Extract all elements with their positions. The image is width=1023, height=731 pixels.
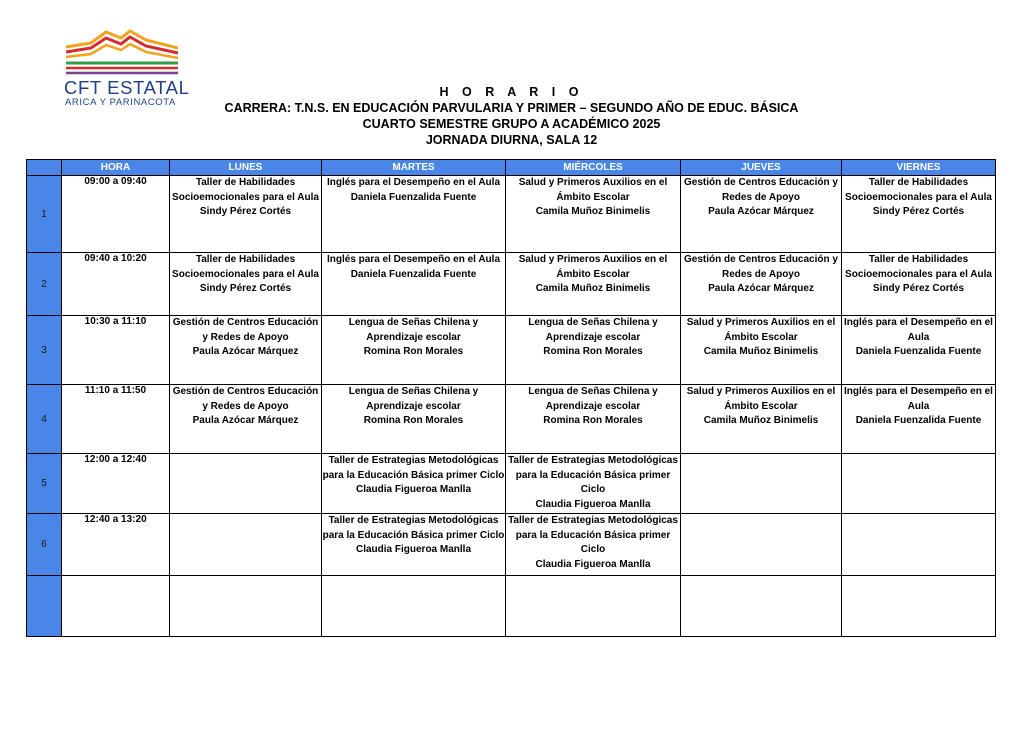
course-name: Lengua de Señas Chilena y Aprendizaje escolar: [348, 317, 479, 343]
cell-tuesday: [322, 316, 506, 385]
cell-friday: [842, 253, 996, 316]
teacher-name: Camila Muñoz Binimelis: [703, 415, 819, 427]
cell-monday: [170, 176, 322, 253]
cell-thursday: [681, 454, 842, 514]
course-name: Salud y Primeros Auxilios en el Ámbito Escolar: [686, 386, 836, 412]
logo-subtitle: ARICA Y PARINACOTA: [65, 97, 176, 108]
course-name: Taller de Habilidades Socioemocionales para el Aula: [845, 254, 992, 280]
cell-wednesday: [506, 514, 681, 576]
course-name: Inglés para el Desempeño en el Aula: [844, 386, 993, 412]
cell-thursday: [681, 576, 842, 637]
course-name: Taller de Estrategias Metodológicas para la Educación Básica primer Ciclo: [508, 455, 678, 496]
cell-friday: [842, 176, 996, 253]
table-row: [27, 454, 996, 514]
cell-tuesday: [322, 176, 506, 253]
header-hora: HORA: [62, 160, 170, 176]
teacher-name: Daniela Fuenzalida Fuente: [350, 268, 477, 280]
cell-wednesday: [506, 316, 681, 385]
teacher-name: Paula Azócar Márquez: [708, 206, 814, 218]
teacher-name: Claudia Figueroa Manlla: [355, 544, 472, 556]
time-slot: 12:40 a 13:20: [62, 514, 170, 576]
teacher-name: Sindy Pérez Cortés: [199, 283, 292, 295]
cell-thursday: [681, 316, 842, 385]
cell-monday: [170, 514, 322, 576]
table-row: [27, 176, 996, 253]
teacher-name: Romina Ron Morales: [363, 346, 464, 358]
cell-friday: [842, 454, 996, 514]
cell-thursday: [681, 253, 842, 316]
header-row: [27, 160, 996, 176]
course-name: Gestión de Centros Educación y Redes de Apoyo: [684, 254, 838, 280]
table-row: [27, 316, 996, 385]
header-martes: MARTES: [322, 160, 506, 176]
row-number: 5: [27, 454, 62, 514]
teacher-name: Romina Ron Morales: [543, 346, 643, 358]
semester-line: CUARTO SEMESTRE GRUPO A ACADÉMICO 2025: [362, 117, 661, 131]
cell-monday: [170, 253, 322, 316]
shift-line: JORNADA DIURNA, SALA 12: [425, 133, 598, 147]
course-name: Gestión de Centros Educación y Redes de Apoyo: [172, 386, 319, 412]
course-name: Taller de Habilidades Socioemocionales para el Aula: [845, 177, 992, 203]
logo-title: CFT ESTATAL: [64, 77, 190, 98]
course-name: Salud y Primeros Auxilios en el Ámbito Escolar: [518, 177, 668, 203]
course-name: Taller de Habilidades Socioemocionales para el Aula: [172, 177, 319, 203]
cell-tuesday: [322, 385, 506, 454]
page-title: H O R A R I O: [439, 85, 584, 99]
time-slot: 11:10 a 11:50: [62, 385, 170, 454]
row-number: 1: [27, 176, 62, 253]
cell-wednesday: [506, 454, 681, 514]
teacher-name: Daniela Fuenzalida Fuente: [855, 415, 982, 427]
cell-tuesday: [322, 454, 506, 514]
course-name: Salud y Primeros Auxilios en el Ámbito Escolar: [518, 254, 668, 280]
course-name: Inglés para el Desempeño en el Aula: [326, 177, 501, 188]
teacher-name: Sindy Pérez Cortés: [199, 206, 292, 218]
row-number: [27, 576, 62, 637]
course-name: Taller de Estrategias Metodológicas para la Educación Básica primer Ciclo: [322, 455, 505, 481]
teacher-name: Romina Ron Morales: [363, 415, 464, 427]
course-name: Gestión de Centros Educación y Redes de Apoyo: [172, 317, 319, 343]
table-row: [27, 385, 996, 454]
course-name: Lengua de Señas Chilena y Aprendizaje escolar: [528, 386, 658, 412]
teacher-name: Sindy Pérez Cortés: [872, 283, 965, 295]
cell-friday: [842, 514, 996, 576]
row-number: 2: [27, 253, 62, 316]
cell-tuesday: [322, 514, 506, 576]
table-row: [27, 514, 996, 576]
course-name: Inglés para el Desempeño en el Aula: [326, 254, 501, 265]
header-jueves: JUEVES: [681, 160, 842, 176]
time-slot: 09:40 a 10:20: [62, 253, 170, 316]
course-name: Gestión de Centros Educación y Redes de Apoyo: [684, 177, 838, 203]
course-name: Salud y Primeros Auxilios en el Ámbito Escolar: [686, 317, 836, 343]
cell-monday: [170, 576, 322, 637]
teacher-name: Camila Muñoz Binimelis: [535, 283, 651, 295]
course-name: Taller de Estrategias Metodológicas para la Educación Básica primer Ciclo: [508, 515, 678, 556]
time-slot: 10:30 a 11:10: [62, 316, 170, 385]
header-miercoles: MIÉRCOLES: [506, 160, 681, 176]
teacher-name: Daniela Fuenzalida Fuente: [350, 191, 477, 203]
mountain-logo-icon: [66, 27, 178, 77]
document-header: [0, 84, 1023, 148]
time-slot: 09:00 a 09:40: [62, 176, 170, 253]
teacher-name: Paula Azócar Márquez: [192, 415, 299, 427]
teacher-name: Daniela Fuenzalida Fuente: [855, 346, 982, 358]
cell-thursday: [681, 176, 842, 253]
header-viernes: VIERNES: [842, 160, 996, 176]
course-name: Taller de Estrategias Metodológicas para la Educación Básica primer Ciclo: [322, 515, 505, 541]
teacher-name: Camila Muñoz Binimelis: [703, 346, 819, 358]
time-slot: 12:00 a 12:40: [62, 454, 170, 514]
teacher-name: Paula Azócar Márquez: [192, 346, 299, 358]
cell-tuesday: [322, 576, 506, 637]
cell-wednesday: [506, 576, 681, 637]
teacher-name: Paula Azócar Márquez: [708, 283, 814, 295]
header-lunes: LUNES: [170, 160, 322, 176]
career-line: CARRERA: T.N.S. EN EDUCACIÓN PARVULARIA Y PRIMER – SEGUNDO AÑO DE EDUC. BÁSICA: [224, 101, 799, 115]
cell-wednesday: [506, 253, 681, 316]
row-number: 3: [27, 316, 62, 385]
table-row-empty: [27, 576, 996, 637]
cell-friday: [842, 316, 996, 385]
teacher-name: Claudia Figueroa Manlla: [535, 498, 651, 510]
cell-monday: [170, 454, 322, 514]
course-name: Inglés para el Desempeño en el Aula: [844, 317, 993, 343]
cell-wednesday: [506, 385, 681, 454]
teacher-name: Claudia Figueroa Manlla: [355, 484, 472, 496]
time-slot: [62, 576, 170, 637]
cell-monday: [170, 385, 322, 454]
teacher-name: Romina Ron Morales: [543, 415, 643, 427]
teacher-name: Sindy Pérez Cortés: [872, 206, 965, 218]
course-name: Lengua de Señas Chilena y Aprendizaje escolar: [528, 317, 658, 343]
row-number: 6: [27, 514, 62, 576]
row-number: 4: [27, 385, 62, 454]
schedule-table: [26, 159, 996, 637]
cell-wednesday: [506, 176, 681, 253]
header-num: [27, 160, 62, 176]
course-name: Lengua de Señas Chilena y Aprendizaje escolar: [348, 386, 479, 412]
teacher-name: Claudia Figueroa Manlla: [535, 558, 651, 570]
cell-friday: [842, 385, 996, 454]
cell-tuesday: [322, 253, 506, 316]
cell-monday: [170, 316, 322, 385]
cell-thursday: [681, 514, 842, 576]
cell-friday: [842, 576, 996, 637]
cell-thursday: [681, 385, 842, 454]
course-name: Taller de Habilidades Socioemocionales para el Aula: [172, 254, 319, 280]
teacher-name: Camila Muñoz Binimelis: [535, 206, 651, 218]
table-row: [27, 253, 996, 316]
